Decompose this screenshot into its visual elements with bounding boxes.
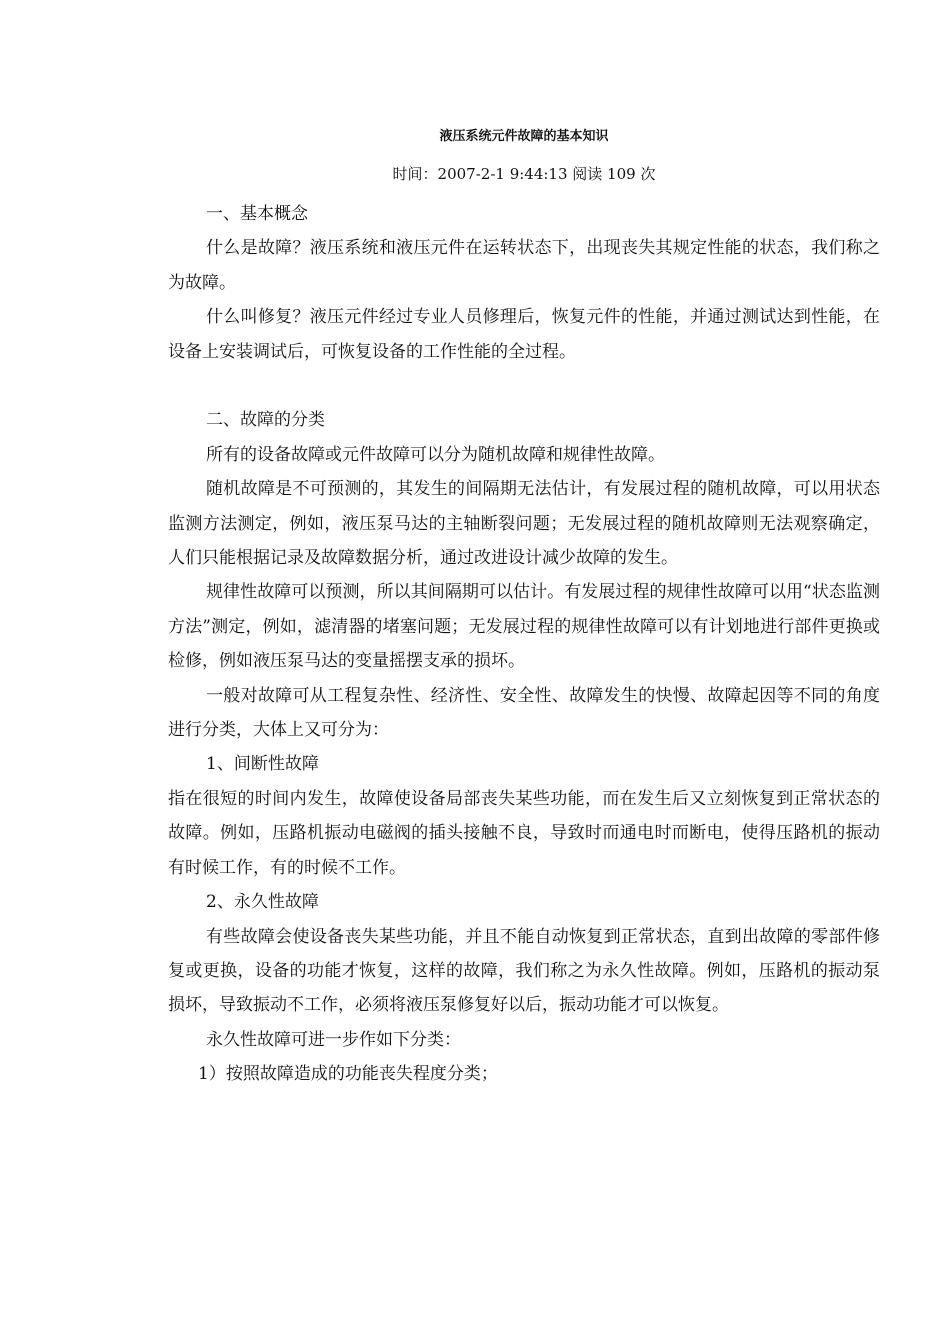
section-heading-classification: 二、故障的分类 (206, 410, 325, 431)
paragraph: 一般对故障可从工程复杂性、经济性、安全性、故障发生的快慢、故障起因等不同的角度进行分类，大体上又可分为： (168, 685, 880, 741)
subheading-permanent-fault: 2、永久性故障 (206, 892, 319, 913)
paragraph: 指在很短的时间内发生，故障使设备局部丧失某些功能，而在发生后又立刻恢复到正常状态的故障。例如，压路机振动电磁阀的插头接触不良，导致时而通电时而断电，使得压路机的振动有时候工作，有的时候不工作。 (168, 788, 880, 878)
document-title: 液压系统元件故障的基本知识 (439, 129, 609, 144)
paragraph: 有些故障会使设备丧失某些功能，并且不能自动恢复到正常状态，直到出故障的零部件修复或更换，设备的功能才恢复，这样的故障，我们称之为永久性故障。例如，压路机的振动泵损坏，导致振动不工作，必须将液压泵修复好以后，振动功能才可以恢复。 (168, 926, 880, 1016)
paragraph: 随机故障是不可预测的，其发生的间隔期无法估计，有发展过程的随机故障，可以用状态监测方法测定，例如，液压泵马达的主轴断裂问题；无发展过程的随机故障则无法观察确定，人们只能根据记录及故障数据分析，通过改进设计减少故障的发生。 (168, 479, 880, 569)
paragraph: 所有的设备故障或元件故障可以分为随机故障和规律性故障。 (206, 444, 665, 465)
list-item: 1）按照故障造成的功能丧失程度分类； (198, 1064, 498, 1085)
paragraph: 规律性故障可以预测，所以其间隔期可以估计。有发展过程的规律性故障可以用“状态监测方法”测定，例如，滤清器的堵塞问题；无发展过程的规律性故障可以有计划地进行部件更换或检修，例如液压泵马达的变量摇摆支承的损坏。 (168, 582, 880, 672)
document-meta: 时间：2007-2-1 9:44:13 阅读 109 次 (392, 165, 656, 183)
document-body (168, 197, 880, 1092)
blank-line (168, 369, 880, 403)
paragraph: 永久性故障可进一步作如下分类： (206, 1029, 461, 1050)
subheading-intermittent-fault: 1、间断性故障 (206, 754, 319, 775)
section-heading-basic-concepts: 一、基本概念 (206, 204, 308, 224)
paragraph: 什么叫修复？液压元件经过专业人员修理后，恢复元件的性能，并通过测试达到性能，在设备上安装调试后，可恢复设备的工作性能的全过程。 (168, 307, 880, 362)
paragraph: 什么是故障？液压系统和液压元件在运转状态下，出现丧失其规定性能的状态，我们称之为故障。 (168, 238, 880, 293)
